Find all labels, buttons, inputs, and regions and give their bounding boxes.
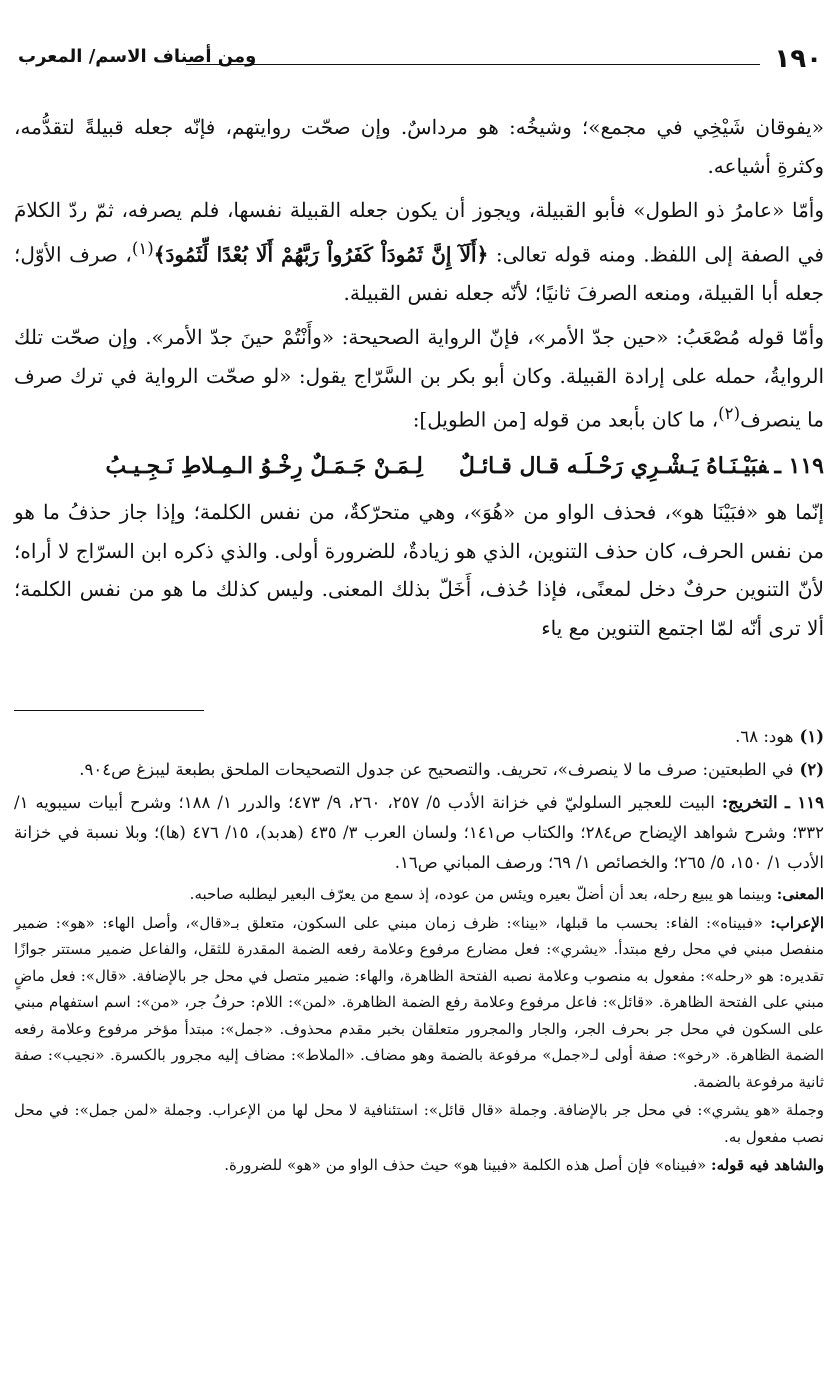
paragraph-text: وأمّا «عامرُ ذو الطول» فأبو القبيلة، ويجوز أن يكون جعله القبيلة نفسها، فلم يصرفه، ثمّ ردّ الكلامَ في الصفة إلى اللفظ. ومنه قوله تعالى: bbox=[14, 198, 824, 267]
footnotes bbox=[14, 722, 824, 1181]
parsing-text: «فبيناه»: الفاء: بحسب ما قبلها، «بينا»: ظرف زمان مبني على السكون، متعلق بـ«قال»، وأصل الهاء: «هو»: ضمير منفصل مبني في محل رفع مبتدأ. «يشري»: فعل مضارع مرفوع وعلامة رفعه الضمة المقدرة للثقل، والفاعل ضمير مستتر جوازًا تقديره: هو «رحله»: مفعول به منصوب وعلامة نصبه الفتحة الظاهرة، والهاء: ضمير متصل في محل جر بالإضافة. «قال»: فعل ماضٍ مبني على الفتحة الظاهرة. «قائل»: فاعل مرفوع وعلامة رفع الضمة الظاهرة. «لمن»: اللام: حرفُ جر، «من»: اسم استفهام مبني على السكون في محل جر بحرف الجر، والجار والمجرور متعلقان بخبر مقدم محذوف. «جمل»: مبتدأ مؤخر مرفوع وعلامة رفعه الضمة الظاهرة. «رخو»: صفة أولى لـ«جمل» مرفوعة بالضمة وهو مضاف. «الملاط»: مضاف إليه مجرور بالكسرة. «نجيب»: صفة ثانية مرفوعة بالضمة. bbox=[14, 913, 824, 1091]
paragraph-text: «يفوقان شَيْخِي في مجمع»؛ وشيخُه: هو مرداسٌ. وإن صحّت روايتهم، فإنّه جعله قبيلةً لتقدُّمه، وكثرةِ أشياعه. bbox=[14, 115, 824, 178]
footnote-number: (٢) bbox=[799, 760, 824, 779]
meaning-label: المعنى: bbox=[776, 885, 824, 903]
verse-text: فبَيْـنَـاهُ يَـشْـرِي رَحْـلَـه قـال قـائـلٌ bbox=[458, 453, 769, 480]
main-text bbox=[14, 108, 824, 653]
poetry-verse bbox=[14, 445, 824, 487]
paragraph-text: ، ما كان بأبعد من قوله [من الطويل]: bbox=[412, 407, 719, 432]
footnote bbox=[14, 755, 824, 785]
clauses-note bbox=[14, 1097, 824, 1150]
paragraph-text: إنّما هو «فبَيْنَا هو»، فحذف الواو من «هُوَ»، وهي متحرّكةٌ، من نفس الكلمة؛ وإذا جاز حذفُ ما هو من نفس الحرف، كان حذف التنوين، الذي هو زيادةٌ، للضرورة أولى. والذي ذكره ابن السرّاج لا أراه؛ لأنّ التنوين حرفٌ دخل لمعنًى، فإذا حُذف، أَخَلّ بذلك المعنى. وليس كذلك ما هو من نفس الكلمة؛ ألا ترى أنّه لمّا اجتمع التنوين مع ياء bbox=[14, 500, 824, 640]
header-rule bbox=[186, 64, 760, 65]
clauses-text: وجملة «هو يشري»: في محل جر بالإضافة. وجملة «قال قائل»: استئنافية لا محل لها من الإعراب. وجملة «لمن جمل»: في محل نصب مفعول به. bbox=[14, 1101, 824, 1146]
footnote-number: (١) bbox=[799, 727, 824, 746]
evidence-text: «فبيناه» فإن أصل هذه الكلمة «فبينا هو» حيث حذف الواو من «هو» للضرورة. bbox=[224, 1156, 707, 1174]
meaning-note bbox=[14, 881, 824, 908]
meaning-text: وبينما هو يبيع رحله، بعد أن أضلّ بعيره ويئس من عوده، إذ سمع من يعرّف البعير ليطلبه صاحبه. bbox=[189, 885, 772, 903]
paragraph bbox=[14, 493, 824, 647]
takhrij-text: البيت للعجير السلوليّ في خزانة الأدب ٥/ ٢٥٧، ٢٦٠، ٩/ ٤٧٣؛ والدرر ١/ ١٨٨؛ وشرح أبيات سيبويه ١/ ٣٣٢؛ وشرح شواهد الإيضاح ص٢٨٤؛ والكتاب ص١٤١؛ ولسان العرب ٣/ ٤٣٥ (هدبد)، ١٥/ ٤٧٦ (ها)؛ وبلا نسبة في خزانة الأدب ١/ ١٥٠، ٥/ ٢٦٥؛ والخصائص ١/ ٦٩؛ ورصف المباني ص١٦. bbox=[14, 793, 824, 872]
paragraph-text: وأمّا قوله مُصْعَبُ: «حين جدّ الأمر»، فإنّ الرواية الصحيحة: «وأَنْتُمْ حينَ جدّ الأمر». وإن صحّت تلك الروايةُ، حمله على إرادة القبيلة. وكان أبو بكر بن السَّرّاج يقول: «لو صحّت الرواية في ترك صرف ما ينصرف bbox=[14, 325, 824, 432]
page-number: ١٩٠ bbox=[774, 44, 822, 74]
verse-number: ١١٩ ـ bbox=[774, 453, 824, 480]
footnote bbox=[14, 722, 824, 752]
evidence-label: والشاهد فيه قوله: bbox=[711, 1156, 824, 1174]
chapter-title: ومن أصناف الاسم/ المعرب bbox=[18, 46, 257, 67]
running-header bbox=[14, 44, 824, 80]
takhrij-label: ١١٩ ـ التخريج: bbox=[721, 793, 825, 812]
evidence-note bbox=[14, 1152, 824, 1179]
parsing-note bbox=[14, 910, 824, 1096]
paragraph bbox=[14, 191, 824, 312]
verse-first-hemistich bbox=[459, 445, 824, 487]
takhrij-note bbox=[14, 788, 824, 878]
footnote-ref: (٢) bbox=[718, 404, 741, 424]
footnote-text: في الطبعتين: صرف ما لا ينصرف»، تحريف. والتصحيح عن جدول التصحيحات الملحق بطبعة ليبزغ ص٩٠٤. bbox=[79, 760, 794, 779]
quran-verse: ﴿أَلَآ إِنَّ ثَمُودَاْ كَفَرُواْ رَبَّهُمْ أَلَا بُعْدًا لِّثَمُودَ﴾ bbox=[153, 242, 489, 267]
paragraph-text: ، صرف الأوّل؛ جعله أبا القبيلة، ومنعه الصرفَ ثانيًا؛ لأنّه جعله نفس القبيلة. bbox=[14, 242, 824, 305]
footnote-text: هود: ٦٨. bbox=[735, 727, 794, 746]
verse-second-hemistich: لِـمَـنْ جَـمَـلٌ رِخْـوُ الـمِـلاطِ نَـجِـيـبُ bbox=[105, 453, 423, 480]
footnote-ref: (١) bbox=[131, 238, 154, 258]
paragraph bbox=[14, 318, 824, 439]
paragraph bbox=[14, 108, 824, 185]
parsing-label: الإعراب: bbox=[770, 913, 824, 932]
footnote-rule bbox=[14, 710, 204, 711]
